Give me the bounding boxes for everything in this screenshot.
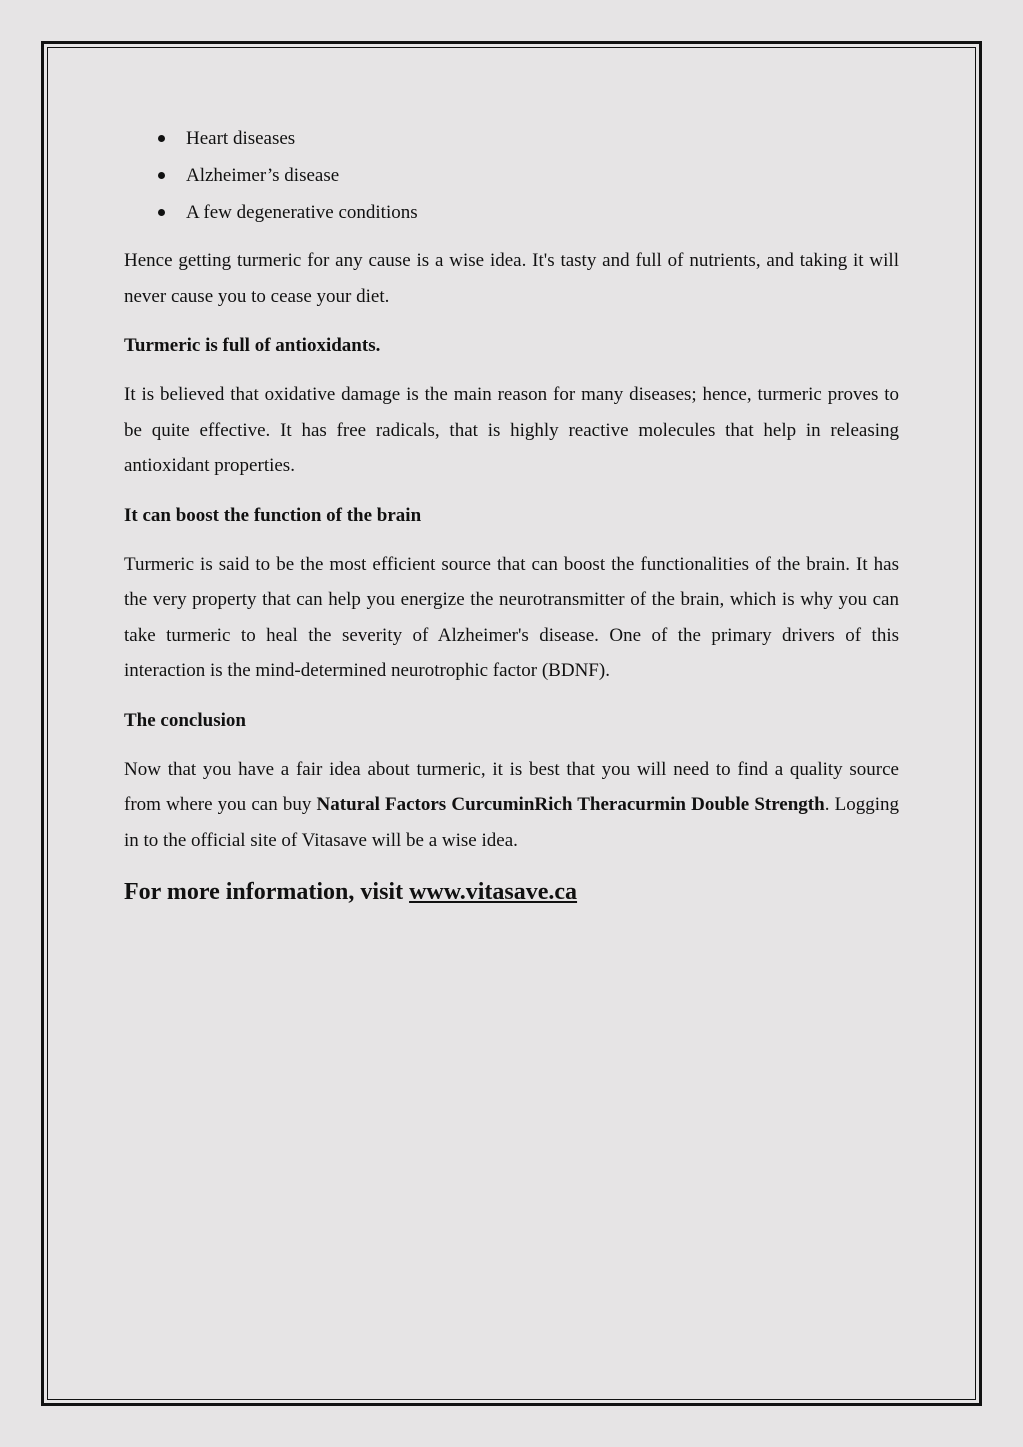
brain-paragraph: Turmeric is said to be the most efficient source that can boost the functionalities of the brain. It has the very property that can help you energize the neurotransmitter of the brain, which is why you can take turmeric to heal the severity of Alzheimer's disease. One of the primary drivers of this interaction is the mind-determined neurotrophic factor (BDNF).: [124, 553, 899, 681]
conclusion-text-start: Now that you have a fair idea about turmeric, it is best that you will need to find a quality source from where you can buy: [124, 758, 899, 815]
website-link[interactable]: www.vitasave.ca: [409, 879, 578, 905]
list-item-text: Heart diseases: [186, 128, 296, 149]
document-content: [124, 120, 899, 912]
bullet-icon: [158, 135, 165, 142]
conclusion-paragraph: [124, 752, 899, 859]
more-info-text: For more information, visit: [124, 879, 410, 905]
brain-heading: It can boost the function of the brain: [124, 504, 422, 526]
condition-list: [124, 120, 899, 231]
list-item: [124, 157, 899, 194]
product-name: Natural Factors CurcuminRich Theracurmin Double Strength: [316, 794, 825, 815]
intro-paragraph: Hence getting turmeric for any cause is a wise idea. It's tasty and full of nutrients, and taking it will never cause you to cease your diet.: [124, 250, 899, 307]
conclusion-text-end: . Logging in to the official site of Vitasave will be a wise idea.: [124, 794, 899, 851]
antioxidants-paragraph: It is believed that oxidative damage is the main reason for many diseases; hence, turmeric proves to be quite effective. It has free radicals, that is highly reactive molecules that help in releasing antioxidant properties.: [124, 384, 899, 476]
bullet-icon: [158, 209, 165, 216]
more-info-line: [124, 872, 899, 912]
conclusion-heading: The conclusion: [124, 709, 246, 731]
antioxidants-heading: Turmeric is full of antioxidants.: [124, 335, 381, 356]
list-item-text: A few degenerative conditions: [186, 202, 418, 223]
list-item: [124, 194, 899, 231]
list-item: [124, 120, 899, 157]
list-item-text: Alzheimer’s disease: [186, 165, 340, 186]
bullet-icon: [158, 172, 165, 179]
